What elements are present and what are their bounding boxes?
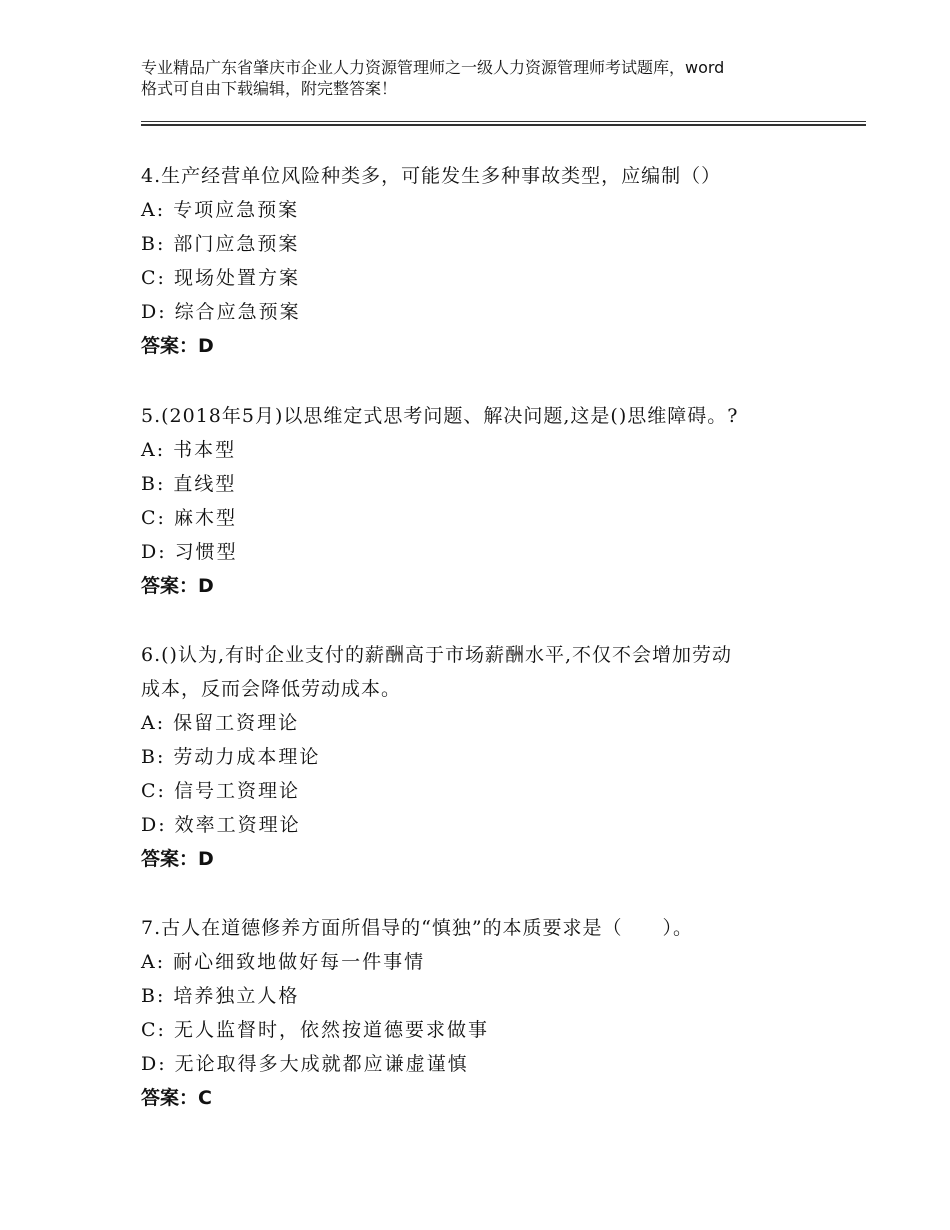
- answer: 答案：D: [141, 335, 214, 357]
- question-7: [141, 911, 831, 1115]
- question-6: [141, 638, 831, 876]
- option-c: C: 信号工资理论: [141, 780, 300, 802]
- option-d: D: 综合应急预案: [141, 301, 301, 323]
- answer: 答案：C: [141, 1087, 212, 1109]
- header-divider-thick: [141, 124, 866, 126]
- option-a: A: 书本型: [141, 439, 237, 461]
- option-a: A: 专项应急预案: [141, 199, 300, 221]
- header-title-line2: 格式可自由下载编辑，附完整答案！: [141, 79, 398, 98]
- option-a: A: 保留工资理论: [141, 712, 300, 734]
- option-c: C: 麻木型: [141, 507, 237, 529]
- option-b: B: 培养独立人格: [141, 985, 300, 1007]
- document-header: [141, 57, 831, 99]
- option-a: A: 耐心细致地做好每一件事情: [141, 951, 426, 973]
- question-stem-line1: 6.()认为,有时企业支付的薪酬高于市场薪酬水平,不仅不会增加劳动: [141, 644, 733, 666]
- option-b: B: 劳动力成本理论: [141, 746, 321, 768]
- option-b: B: 直线型: [141, 473, 237, 495]
- option-b: B: 部门应急预案: [141, 233, 300, 255]
- question-stem: 5.(2018年5月)以思维定式思考问题、解决问题,这是()思维障碍。?: [141, 405, 739, 427]
- answer: 答案：D: [141, 848, 214, 870]
- question-5: [141, 399, 831, 603]
- option-d: D: 无论取得多大成就都应谦虚谨慎: [141, 1053, 469, 1075]
- question-stem-line2: 成本，反而会降低劳动成本。: [141, 678, 402, 700]
- question-stem: 7.古人在道德修养方面所倡导的“慎独”的本质要求是（ ）。: [141, 917, 694, 939]
- question-stem: [141, 638, 831, 706]
- option-c: C: 现场处置方案: [141, 267, 300, 289]
- header-title-line1: 专业精品广东省肇庆市企业人力资源管理师之一级人力资源管理师考试题库，word: [141, 58, 725, 77]
- question-stem: 4.生产经营单位风险种类多，可能发生多种事故类型，应编制（）: [141, 165, 722, 187]
- question-4: [141, 159, 831, 363]
- answer: 答案：D: [141, 575, 214, 597]
- option-d: D: 习惯型: [141, 541, 238, 563]
- header-divider-thin: [141, 121, 866, 122]
- option-d: D: 效率工资理论: [141, 814, 301, 836]
- option-c: C: 无人监督时，依然按道德要求做事: [141, 1019, 489, 1041]
